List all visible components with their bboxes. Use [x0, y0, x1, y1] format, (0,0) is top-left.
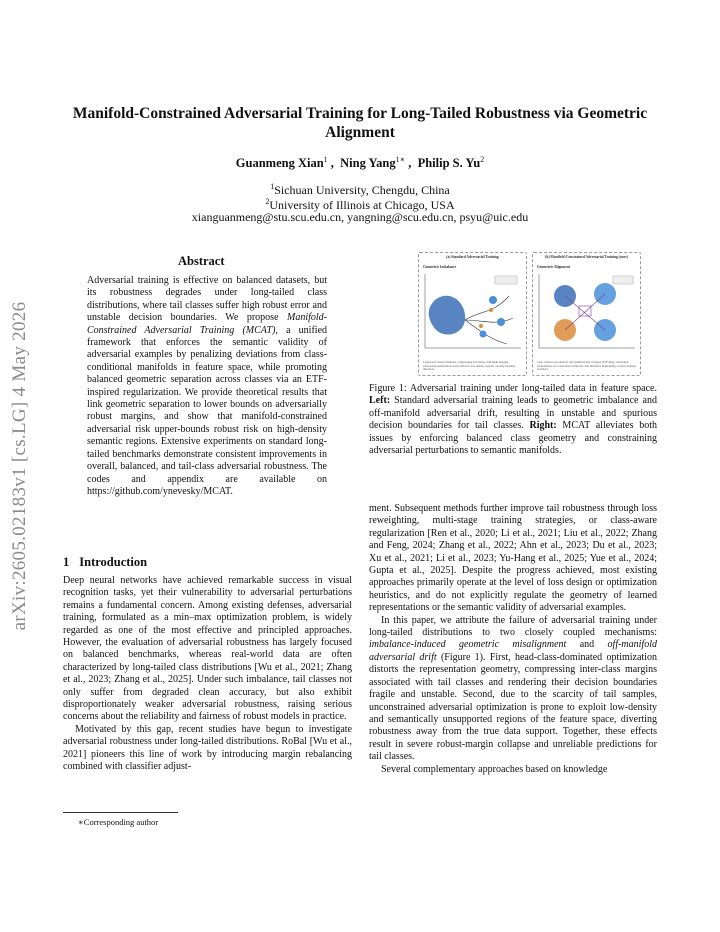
figure-panel-a: (a) Standard Adversarial Training Geometric Imbalance Large head classes dominate, compressing tail classes with small margins; adversarial perturbations easily drift into low-density regions, causing boundary distortion. [418, 252, 527, 376]
author-emails: xianguanmeng@stu.scu.edu.cn, yangning@scu.edu.cn, psyu@uic.edu [191, 210, 529, 224]
paper-title: Manifold-Constrained Adversarial Training for Long-Tailed Robustness via Geometric Alignment [72, 105, 648, 141]
paragraph: Motivated by this gap, recent studies have begun to investigate adversarial robustness under long-tailed distributions. RoBal [Wu et al., 2021] pioneers this line of work by introducing margin rebalancing combined with classifier adjust- [63, 723, 352, 773]
affiliation-2: $^2$University of Illinois at Chicago, USA [265, 197, 455, 212]
method-name: Manifold-Constrained Adversarial Training (MCAT) [87, 312, 327, 336]
footnote-rule [63, 812, 178, 813]
figure-1 [418, 252, 640, 374]
figure-panel-b: (b) Manifold-Constrained Adversarial Training (ours) Geometric Alignment Class clusters are balanced and symmetrically arranged (ETF-like); adversarial perturbations are constrained within the class manifold, maintaining a robust decision boundary. [532, 252, 641, 376]
paragraph: ment. Subsequent methods further improve tail robustness through loss reweighting, multi-stage training strategies, or class-aware regularization [Ren et al., 2020; Li et al., 2021; Liu et al., 2022; Zhang and Feng, 2024; Zhang et al., 2022; Ahn et al., 2023; Du et al., 2023; Xu et al., 2021; Li et al., 2023; Yu-Hang et al., 2025; Yue et al., 2024; Gupta et al., 2025]. Despite the progress achieved, most existing approaches primarily operate at the level of loss design or optimization heuristics, and do not explicitly regulate the geometry of learned representations or the semantic validity of adversarial examples. [369, 503, 657, 614]
abstract-text: Adversarial training is effective on balanced datasets, but its robustness degrades under long-tailed class distributions, where tail classes suffer high robust error and unstable decision boundaries. We propose Manifold-Constrained Adversarial Training (MCAT), a unified framework that enforces the semantic validity of adversarial examples by penalizing deviations from class-conditional manifolds in feature space, while promoting balanced geometric separation across classes via an ETF-inspired regularization. We provide theoretical results that link geometric separation to lower bounds on adversarially robust margins, and show that manifold-constrained adversarial risk upper-bounds robust risk on high-density semantic regions. Extensive experiments on standard long-tailed benchmarks demonstrate consistent improvements in overall, balanced, and tail-class adversarial robustness. The codes and appendix are available on https://github.com/ynevesky/MCAT. [87, 275, 328, 497]
panel-a-illustration [421, 270, 524, 352]
panel-b-illustration [535, 270, 638, 352]
intro-left-column [63, 575, 352, 774]
paragraph: Several complementary approaches based on knowledge [381, 763, 608, 775]
section-heading-introduction: 1 Introduction [63, 555, 148, 569]
intro-right-column [369, 503, 657, 776]
author-sup: 1 [323, 155, 328, 164]
author-name: Ning Yang [340, 156, 396, 171]
author-name: Guanmeng Xian [235, 156, 324, 171]
paragraph: Deep neural networks have achieved remarkable success in visual recognition tasks, yet their vulnerability to adversarial perturbations remains a fundamental concern. Among existing defenses, adversarial training, formulated as a min–max optimization problem, is widely regarded as one of the most effective and principled approaches. However, the evaluation of adversarial robustness has largely focused on balanced benchmarks, whereas real-world data are often characterized by long-tailed class distributions [Wu et al., 2021; Zhang et al., 2023; Zhang et al., 2025]. Under such imbalance, tail classes not only suffer from degraded clean accuracy, but also exhibit disproportionately weaker adversarial robustness, raising serious concerns about the reliability and fairness of robust models in practice. [63, 575, 352, 723]
arxiv-identifier: arXiv:2605.02183v1 [cs.LG] 4 May 2026 [9, 301, 30, 631]
footnote: ∗Corresponding author [78, 817, 159, 827]
figure-1-caption: Figure 1: Adversarial training under long-tailed data in feature space. Left: Standard adversarial training leads to geometric imbalance and off-manifold adversarial drift, resulting in unstable and spurious decision boundaries for tail classes. Right: MCAT alleviates both issues by enforcing balanced class geometry and constraining adversarial perturbations to semantic manifolds. [369, 383, 658, 457]
affiliation-1: $^1$Sichuan University, Chengdu, China [270, 182, 450, 197]
paragraph: In this paper, we attribute the failure of adversarial training under long-tailed distributions to two closely coupled mechanisms: imbalance-induced geometric misalignment and off-manifold adversarial drift (Figure 1). First, head-class-dominated optimization distorts the representation geometry, compressing inter-class margins associated with tail classes and rendering their decision boundaries fragile and unstable. Second, due to the scarcity of tail samples, unconstrained adversarial optimization is prone to exploit low-density and semantically unsupported regions of the feature space, diverting robustness away from the true data support. Together, these effects result in severe robust-margin collapse and unreliable predictions for tail classes. [369, 614, 657, 763]
author-name: Philip S. Yu [417, 156, 481, 171]
author-list: Guanmeng Xian$^1$ , Ning Yang$^{1∗}$ , Philip S. Yu$^2$ [235, 155, 485, 171]
author-sup: 2 [480, 155, 485, 164]
author-sup: 1∗ [395, 155, 406, 164]
abstract-heading: Abstract [178, 254, 225, 268]
